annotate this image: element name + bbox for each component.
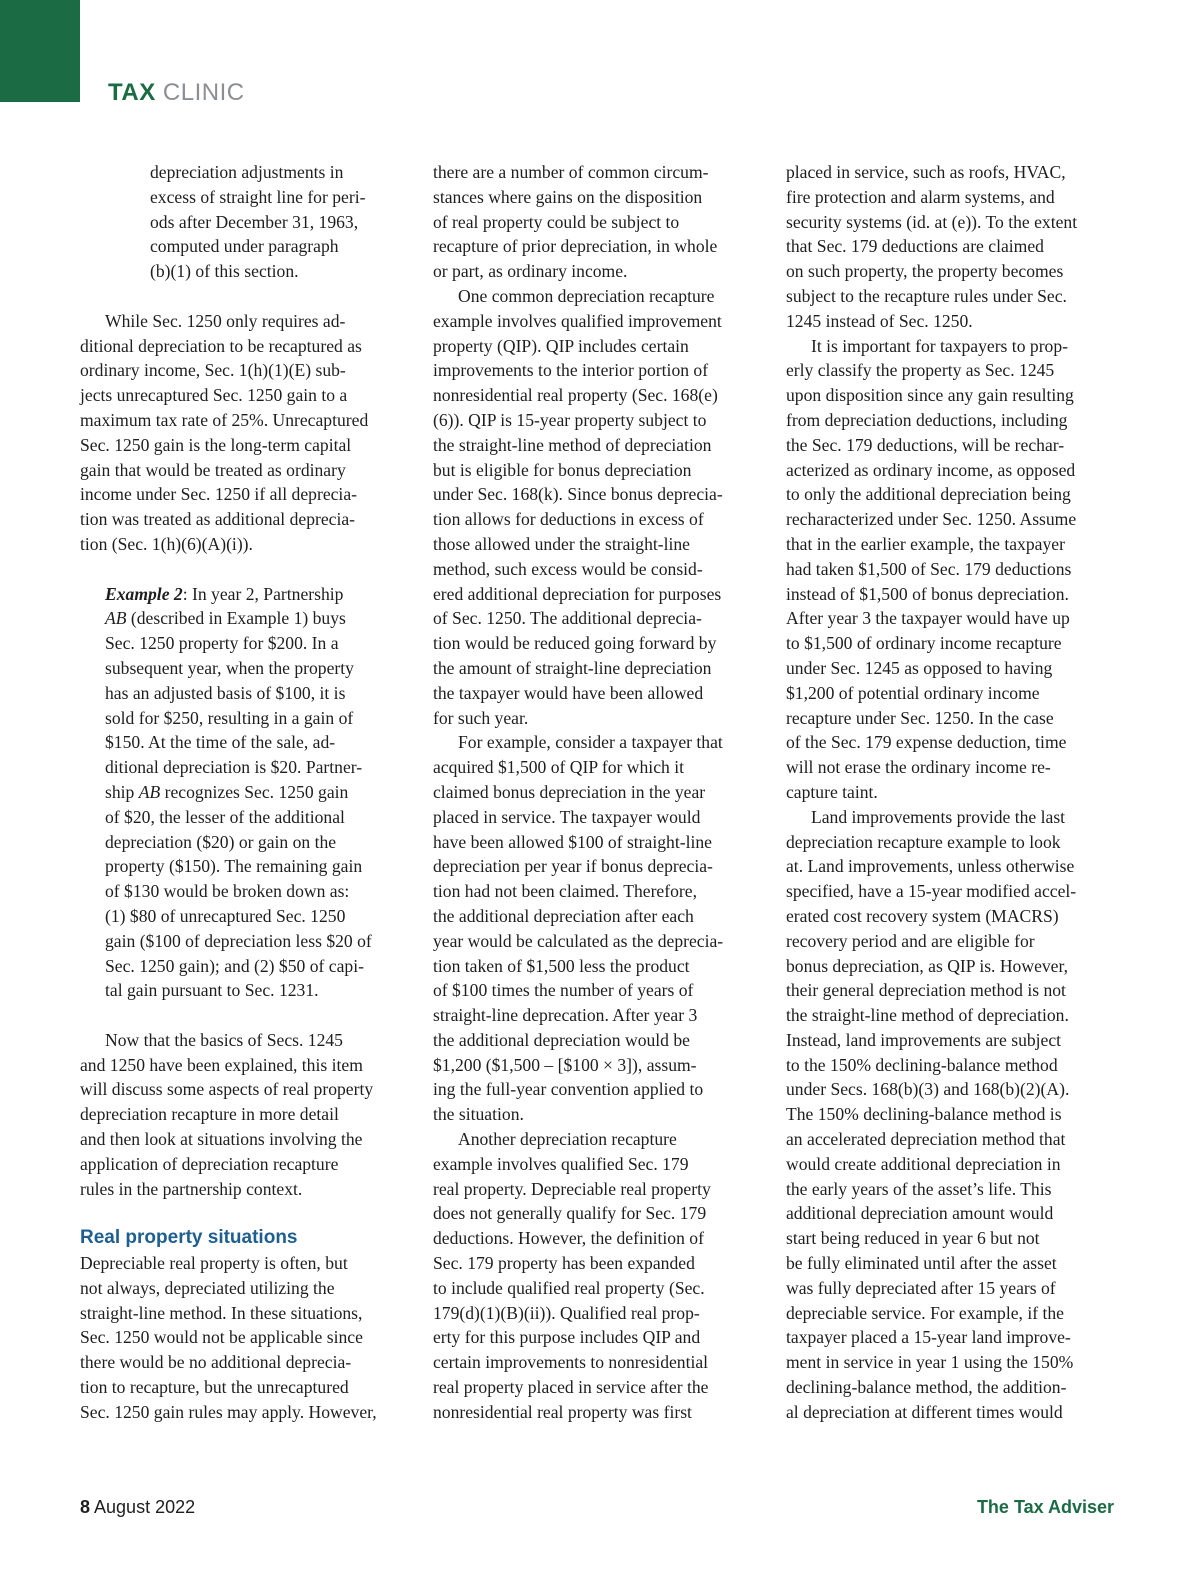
section-tab-block [0,0,80,102]
text-line: there are a number of common circum- [433,162,709,182]
text-line: subsequent year, when the property [105,657,354,678]
text-line: tion would be reduced going forward by [433,633,717,654]
text-line: example involves qualified improvement [433,310,722,331]
text-line: to $1,500 of ordinary income recapture [786,633,1062,654]
quoted-regulation [80,160,414,284]
text-line: placed in service. The taxpayer would [433,806,701,827]
text-line: gain ($100 of depreciation less $20 of [105,930,372,951]
text-line: not always, depreciated utilizing the [80,1277,335,1298]
text-line: subject to the recapture rules under Sec. [786,285,1067,306]
text-line: Instead, land improvements are subject [786,1029,1062,1050]
text-line: Sec. 1250 would not be applicable since [80,1327,363,1348]
text-line: $1,200 ($1,500 – [$100 × 3]), assum- [433,1054,697,1075]
paragraph [80,1028,414,1202]
text-line: the early years of the asset’s life. This [786,1178,1052,1199]
text-line: maximum tax rate of 25%. Unrecaptured [80,409,369,430]
header-bold: TAX [108,79,156,106]
text-line: of $100 times the number of years of [433,980,694,1001]
text-line: upon disposition since any gain resulting [786,385,1074,406]
text-line: of real property could be subject to [433,211,680,232]
text-line: those allowed under the straight-line [433,533,690,554]
text-line: or part, as ordinary income. [433,261,628,282]
text-line: but is eligible for bonus depreciation [433,459,692,480]
text-line: ordinary income, Sec. 1(h)(1)(E) sub- [80,360,346,381]
text-line: recovery period and are eligible for [786,930,1035,951]
text-line: an accelerated depreciation method that [786,1129,1066,1150]
example-2-block [80,582,414,1004]
text-line: Land improvements provide the last [811,806,1066,827]
text-line: Sec. 1250 property for $200. In a [105,633,339,654]
text-line: excess of straight line for peri- [150,186,366,207]
text-line: would create additional depreciation in [786,1153,1061,1174]
text-line: property ($150). The remaining gain [105,856,363,877]
text-line: income under Sec. 1250 if all deprecia- [80,484,357,505]
example-label: Example 2 [105,583,183,604]
text-line: from depreciation deductions, including [786,409,1068,430]
header-light: CLINIC [162,79,245,106]
text-line: Another depreciation recapture [458,1129,677,1150]
text-line: (1) $80 of unrecaptured Sec. 1250 [105,905,346,926]
text-line: depreciable service. For example, if the [786,1302,1064,1323]
text-line: depreciation adjustments in [150,162,344,182]
text-line: (b)(1) of this section. [150,261,299,282]
text-line: ditional depreciation to be recaptured as [80,335,362,356]
text-line: tion (Sec. 1(h)(6)(A)(i)). [80,533,253,554]
text-line: stances where gains on the disposition [433,186,703,207]
text-line: recharacterized under Sec. 1250. Assume [786,509,1077,530]
text-line: the straight-line method of depreciation. [786,1005,1069,1026]
example-first-line: : In year 2, Partnership [182,583,344,604]
text-line: to only the additional depreciation being [786,484,1071,505]
text-line: will discuss some aspects of real property [80,1079,374,1100]
text-line: ment in service in year 1 using the 150% [786,1352,1074,1373]
text-line: 179(d)(1)(B)(ii)). Qualified real prop- [433,1302,700,1323]
text-line: bonus depreciation, as QIP is. However, [786,955,1069,976]
text-line: on such property, the property becomes [786,261,1064,282]
text-line: ship AB recognizes Sec. 1250 gain [105,781,349,802]
text-line: instead of $1,500 of bonus depreciation. [786,583,1069,604]
publication-name: The Tax Adviser [976,1497,1114,1517]
text-line: under Sec. 168(k). Since bonus deprecia- [433,484,723,505]
text-line [80,582,414,607]
text-line: for such year. [433,707,529,728]
text-line: claimed bonus depreciation in the year [433,781,706,802]
text-line: sold for $250, resulting in a gain of [105,707,354,728]
text-line: After year 3 the taxpayer would have up [786,608,1070,629]
text-line: recapture under Sec. 1250. In the case [786,707,1054,728]
text-line: real property placed in service after the [433,1377,709,1398]
text-line: year would be calculated as the deprecia- [433,930,724,951]
text-line: the Sec. 179 deductions, will be rechar- [786,434,1065,455]
text-line: fire protection and alarm systems, and [786,186,1055,207]
issue-date: August 2022 [94,1497,196,1517]
text-line: rules in the partnership context. [80,1178,303,1199]
text-line: Sec. 1250 gain rules may apply. However, [80,1401,377,1422]
text-line: tion had not been claimed. Therefore, [433,881,697,902]
text-line: improvements to the interior portion of [433,360,709,381]
text-line: the straight-line method of depreciation [433,434,712,455]
text-line: gain that would be treated as ordinary [80,459,346,480]
text-line: the situation. [433,1104,524,1125]
text-line: tal gain pursuant to Sec. 1231. [105,980,319,1001]
text-line: application of depreciation recapture [80,1153,339,1174]
text-line: It is important for taxpayers to prop- [811,335,1068,356]
text-line: deductions. However, the definition of [433,1228,704,1249]
text-line: ditional depreciation is $20. Partner- [105,757,363,778]
text-line: under Secs. 168(b)(3) and 168(b)(2)(A). [786,1079,1070,1100]
text-line: tion taken of $1,500 less the product [433,955,690,976]
text-line: erty for this purpose includes QIP and [433,1327,701,1348]
column-3 [786,160,1120,1425]
text-line: depreciation recapture example to look [786,831,1061,852]
text-line: the additional depreciation after each [433,905,694,926]
text-line: has an adjusted basis of $100, it is [105,682,346,703]
text-line: acterized as ordinary income, as opposed [786,459,1076,480]
text-line: example involves qualified Sec. 179 [433,1153,689,1174]
text-line: will not erase the ordinary income re- [786,757,1051,778]
text-line: that Sec. 179 deductions are claimed [786,236,1044,257]
text-line: certain improvements to nonresidential [433,1352,709,1373]
text-line: $150. At the time of the sale, ad- [105,732,336,753]
text-line: was fully depreciated after 15 years of [786,1277,1056,1298]
text-line: erly classify the property as Sec. 1245 [786,360,1055,381]
paragraph [80,1251,414,1425]
text-line: Sec. 179 property has been expanded [433,1253,695,1274]
text-line: recapture of prior depreciation, in whole [433,236,718,257]
text-line: the amount of straight-line depreciation [433,657,712,678]
text-line: additional depreciation amount would [786,1203,1054,1224]
text-line: there would be no additional deprecia- [80,1352,352,1373]
text-line: AB (described in Example 1) buys [105,608,346,629]
text-line: (6)). QIP is 15-year property subject to [433,409,707,430]
text-line: capture taint. [786,781,878,802]
text-line: under Sec. 1245 as opposed to having [786,657,1053,678]
text-line: straight-line method. In these situations, [80,1302,363,1323]
text-line: While Sec. 1250 only requires ad- [105,310,346,331]
text-line: method, such excess would be consid- [433,558,703,579]
text-line: nonresidential real property (Sec. 168(e) [433,385,718,406]
text-line: 1245 instead of Sec. 1250. [786,310,973,331]
text-line: $1,200 of potential ordinary income [786,682,1040,703]
text-line: computed under paragraph [150,236,339,257]
text-line: One common depreciation recapture [458,285,715,306]
text-line: ods after December 31, 1963, [150,211,359,232]
text-line: tion was treated as additional deprecia- [80,509,356,530]
column-1 [80,160,414,1425]
text-line: does not generally qualify for Sec. 179 [433,1203,707,1224]
text-line: acquired $1,500 of QIP for which it [433,757,684,778]
text-line: Depreciable real property is often, but [80,1253,348,1274]
text-line: have been allowed $100 of straight-line [433,831,712,852]
text-line: ing the full-year convention applied to [433,1079,704,1100]
column-2 [433,160,765,1425]
text-line: al depreciation at different times would [786,1401,1063,1422]
text-line: of Sec. 1250. The additional deprecia- [433,608,702,629]
text-line: depreciation ($20) or gain on the [105,831,337,852]
text-line: of $20, the lesser of the additional [105,806,345,827]
footer-left [80,1495,195,1519]
text-line: at. Land improvements, unless otherwise [786,856,1075,877]
text-line: of $130 would be broken down as: [105,881,350,902]
text-line: and 1250 have been explained, this item [80,1054,363,1075]
paragraph [80,309,414,557]
text-line: that in the earlier example, the taxpayer [786,533,1065,554]
subheading-real-property-situations: Real property situations [80,1227,298,1249]
text-line: start being reduced in year 6 but not [786,1228,1040,1249]
text-line: straight-line deprecation. After year 3 [433,1005,698,1026]
section-header [108,78,245,108]
text-line: tion to recapture, but the unrecaptured [80,1377,349,1398]
text-line: be fully eliminated until after the asset [786,1253,1057,1274]
text-line: specified, have a 15-year modified accel- [786,881,1077,902]
text-line: real property. Depreciable real property [433,1178,711,1199]
text-line: their general depreciation method is not [786,980,1066,1001]
text-line: to the 150% declining-balance method [786,1054,1058,1075]
text-line: placed in service, such as roofs, HVAC, [786,162,1066,182]
text-line: erated cost recovery system (MACRS) [786,905,1059,926]
text-line: depreciation per year if bonus deprecia- [433,856,713,877]
text-line: Sec. 1250 gain); and (2) $50 of capi- [105,955,364,976]
text-line: Sec. 1250 gain is the long-term capital [80,434,352,455]
text-line: and then look at situations involving the [80,1129,363,1150]
text-line: For example, consider a taxpayer that [458,732,723,753]
page-number: 8 [80,1497,91,1517]
text-line: The 150% declining-balance method is [786,1104,1062,1125]
text-line: the additional depreciation would be [433,1029,690,1050]
text-line: declining-balance method, the addition- [786,1377,1067,1398]
text-line: had taken $1,500 of Sec. 179 deductions [786,558,1072,579]
text-line: taxpayer placed a 15-year land improve- [786,1327,1071,1348]
text-line: ered additional depreciation for purposes [433,583,722,604]
text-line: depreciation recapture in more detail [80,1104,339,1125]
text-line: the taxpayer would have been allowed [433,682,704,703]
text-line: property (QIP). QIP includes certain [433,335,689,356]
text-line: to include qualified real property (Sec. [433,1277,705,1298]
text-line: tion allows for deductions in excess of [433,509,704,530]
text-line: of the Sec. 179 expense deduction, time [786,732,1067,753]
text-line: jects unrecaptured Sec. 1250 gain to a [80,385,348,406]
text-line: nonresidential real property was first [433,1401,692,1422]
text-line: Now that the basics of Secs. 1245 [105,1029,343,1050]
text-line: security systems (id. at (e)). To the extent [786,211,1078,232]
